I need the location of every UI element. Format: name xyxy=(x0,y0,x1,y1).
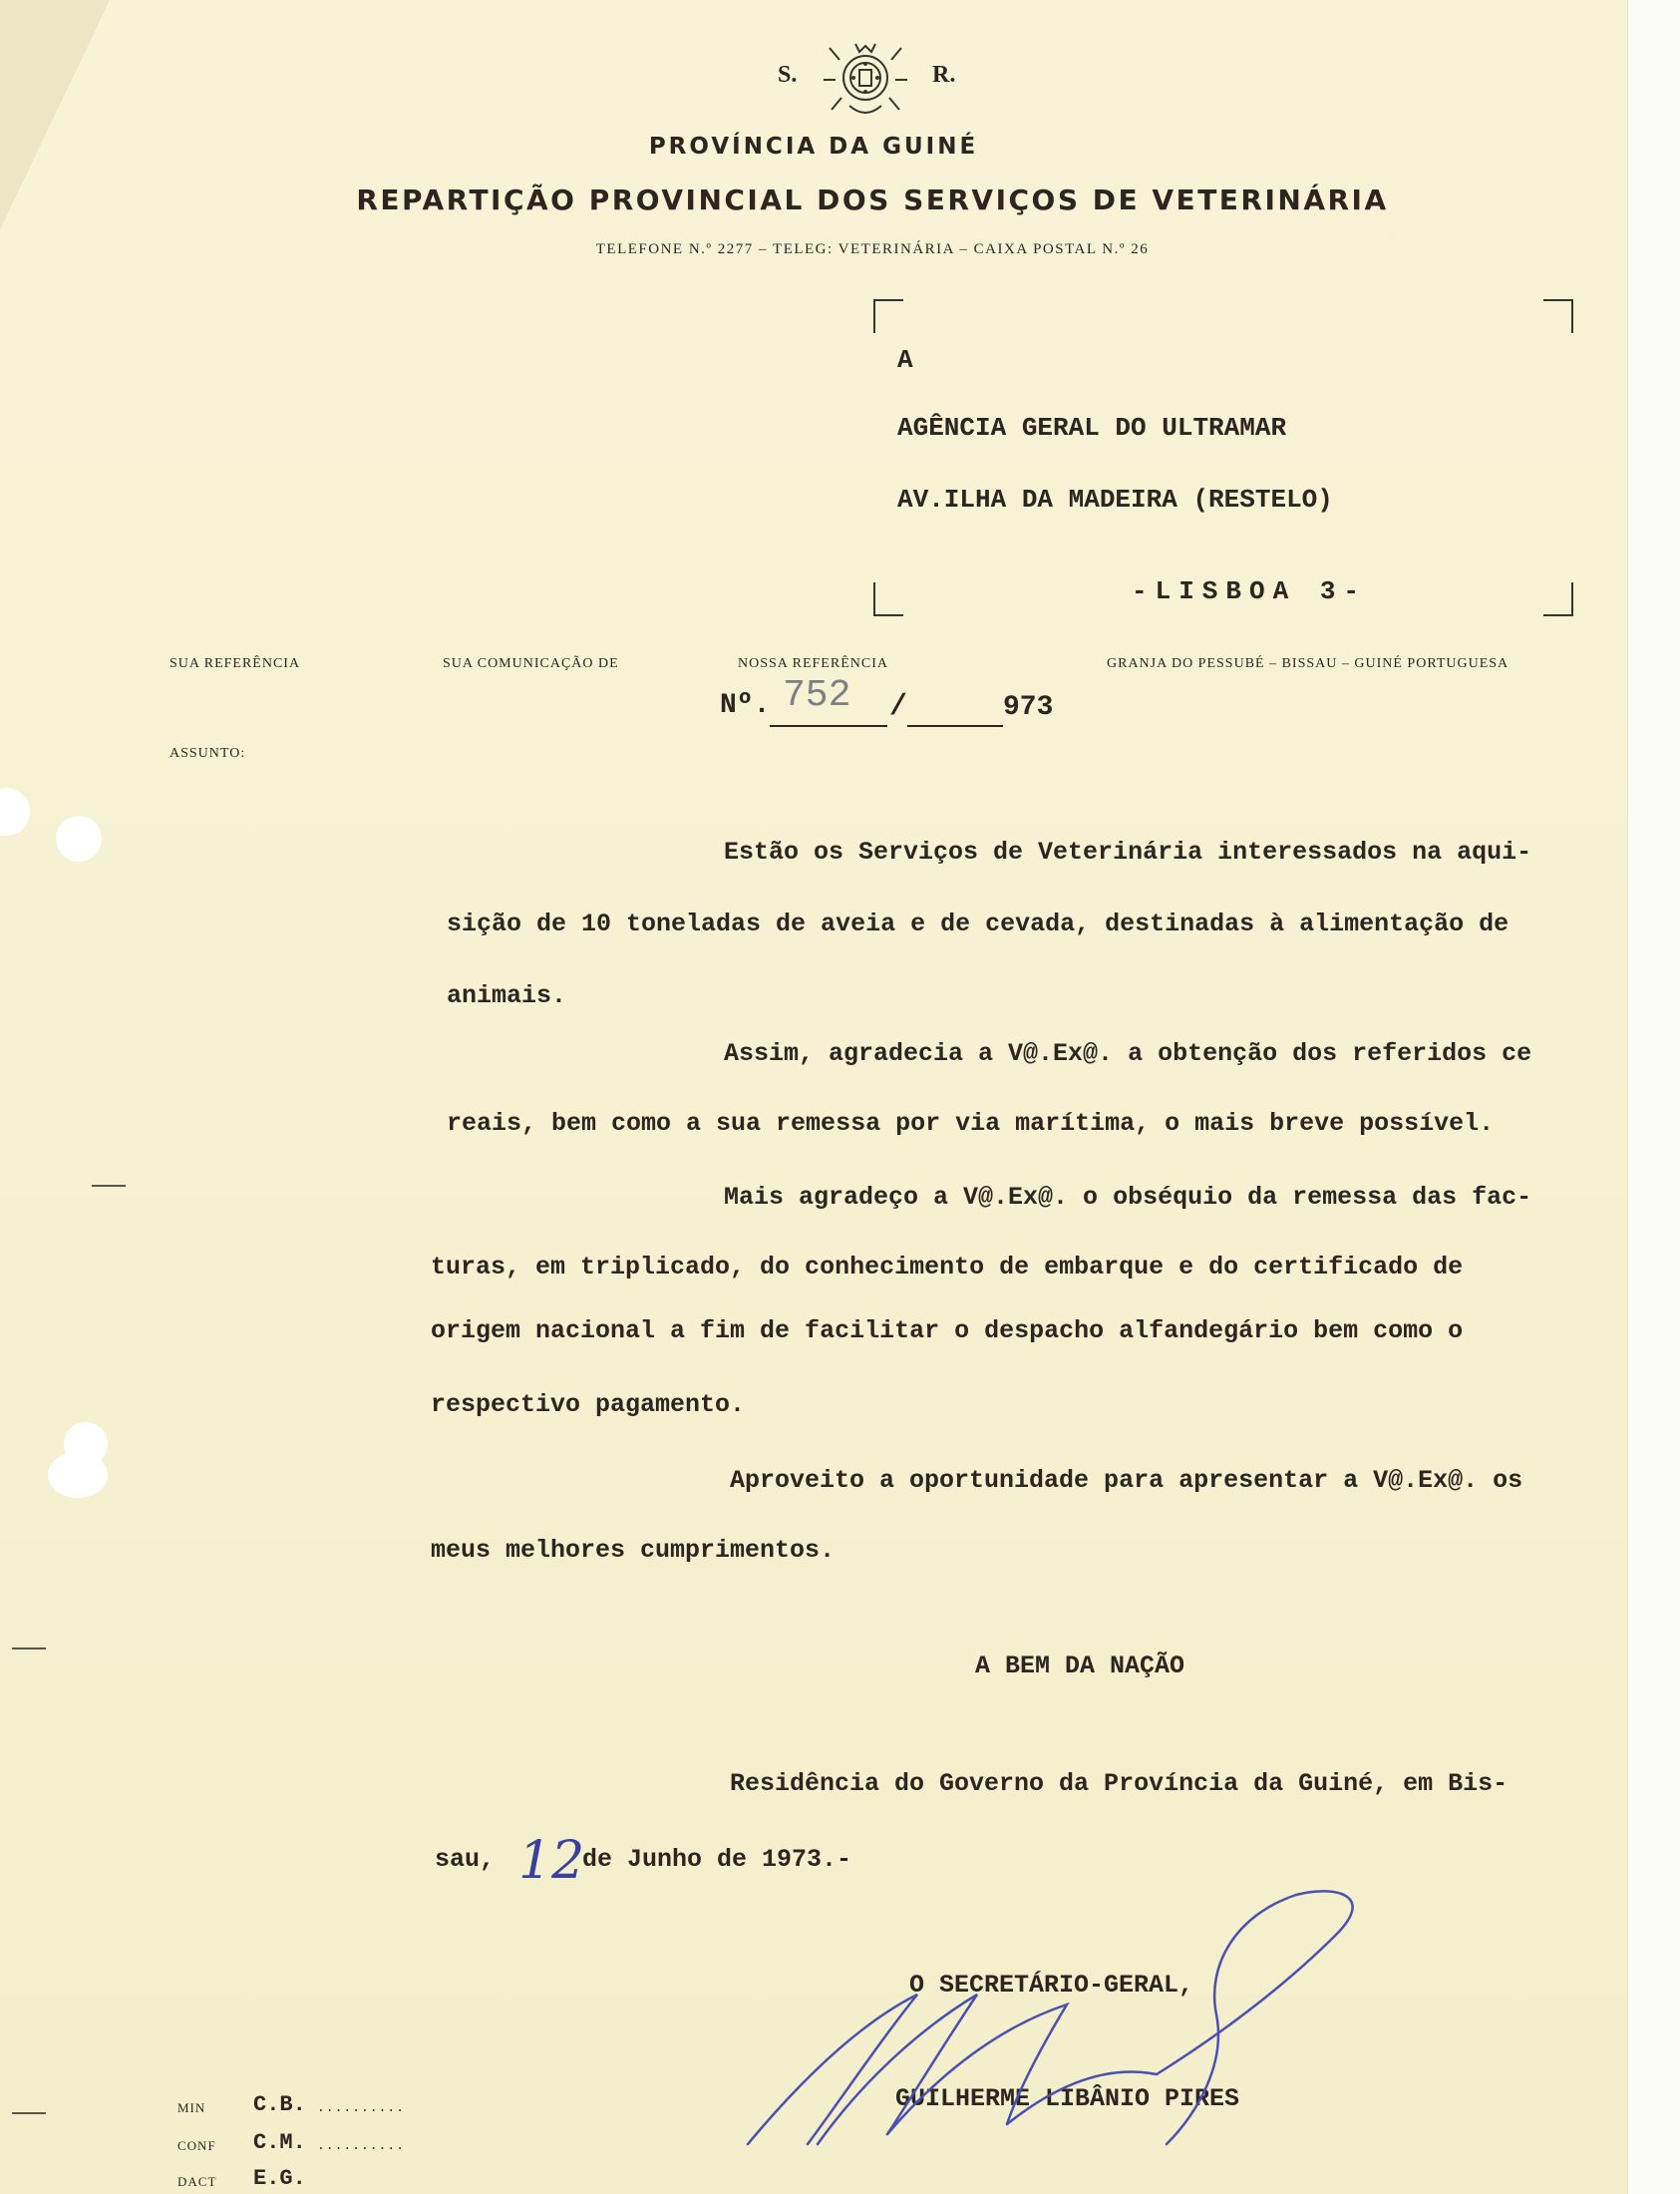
punch-hole xyxy=(48,1452,108,1498)
signatory-name: GUILHERME LIBÂNIO PIRES xyxy=(895,2084,1240,2113)
address-bracket-top-left xyxy=(873,299,903,333)
label-nossa-referencia: NOSSA REFERÊNCIA xyxy=(738,656,888,671)
signatory-title: O SECRETÁRIO-GERAL, xyxy=(909,1971,1194,2000)
body-line: sição de 10 toneladas de aveia e de cevada, destinadas à alimentação de xyxy=(447,910,1510,938)
body-line: reais, bem como a sua remessa por via marítima, o mais breve possível. xyxy=(447,1109,1495,1138)
punch-hole xyxy=(56,816,102,862)
label-location: GRANJA DO PESSUBÉ – BISSAU – GUINÉ PORTUGUESA xyxy=(1107,656,1510,671)
margin-mark xyxy=(92,1185,126,1187)
value-conf: C.M. xyxy=(253,2130,306,2155)
reference-underline-1 xyxy=(770,725,887,727)
coat-of-arms-icon xyxy=(820,40,911,122)
body-line: origem nacional a fim de facilitar o despacho alfandegário bem como o xyxy=(431,1316,1464,1345)
header-letter-r: R. xyxy=(932,62,956,88)
body-line: meus melhores cumprimentos. xyxy=(431,1536,836,1565)
reference-number-prefix: Nº. xyxy=(720,690,771,721)
body-line: Estão os Serviços de Veterinária interessados na aqui- xyxy=(724,838,1532,867)
residence-line: Residência do Governo da Província da Guiné, em Bis- xyxy=(730,1769,1509,1798)
address-bracket-top-right xyxy=(1543,299,1573,333)
address-bracket-bottom-left xyxy=(873,582,903,616)
label-conf: CONF xyxy=(177,2138,216,2153)
residence-prefix: sau, xyxy=(435,1845,496,1874)
margin-mark xyxy=(12,2112,46,2114)
header-letter-s: S. xyxy=(778,62,798,88)
dotted-leader: .......... xyxy=(317,2100,406,2115)
reference-number-stamp: 752 xyxy=(783,674,851,717)
province-title: PROVÍNCIA DA GUINÉ xyxy=(648,134,979,160)
body-line: Aproveito a oportunidade para apresentar a V@.Ex@. os xyxy=(730,1466,1523,1495)
label-min: MIN xyxy=(177,2100,206,2115)
body-line: respectivo pagamento. xyxy=(431,1390,746,1419)
reference-year: 973 xyxy=(1003,692,1054,723)
closing-motto: A BEM DA NAÇÃO xyxy=(975,1651,1185,1680)
label-sua-comunicacao: SUA COMUNICAÇÃO DE xyxy=(443,656,619,671)
body-line: turas, em triplicado, do conhecimento de embarque e do certificado de xyxy=(431,1253,1464,1281)
label-assunto: ASSUNTO: xyxy=(169,746,246,761)
residence-date: de Junho de 1973.- xyxy=(582,1845,852,1874)
body-line: animais. xyxy=(447,981,567,1010)
address-bracket-bottom-right xyxy=(1543,582,1573,616)
margin-mark xyxy=(12,1647,46,1649)
body-line: Mais agradeço a V@.Ex@. o obséquio da remessa das fac- xyxy=(724,1183,1532,1212)
body-line: Assim, agradecia a V@.Ex@. a obtenção dos referidos ce xyxy=(724,1039,1532,1068)
value-dact: E.G. xyxy=(253,2166,306,2191)
address-line-1: A xyxy=(897,345,913,375)
value-min: C.B. xyxy=(253,2092,306,2117)
handwritten-signature xyxy=(738,1875,1426,2164)
dotted-leader: .......... xyxy=(317,2138,406,2153)
handwritten-day: 12 xyxy=(518,1831,585,1891)
address-line-2: AGÊNCIA GERAL DO ULTRAMAR xyxy=(897,413,1287,443)
contact-line: TELEFONE N.º 2277 – TELEG: VETERINÁRIA – CAIXA POSTAL N.º 26 xyxy=(595,241,1150,257)
reference-slash: / xyxy=(889,690,908,724)
address-line-4: -LISBOA 3- xyxy=(1132,576,1368,606)
address-line-3: AV.ILHA DA MADEIRA (RESTELO) xyxy=(897,485,1333,515)
reference-underline-2 xyxy=(907,725,1003,727)
scan-margin xyxy=(1627,0,1680,2194)
department-title: REPARTIÇÃO PROVINCIAL DOS SERVIÇOS DE VETERINÁRIA xyxy=(356,183,1389,216)
label-sua-referencia: SUA REFERÊNCIA xyxy=(169,656,301,671)
label-dact: DACT xyxy=(177,2174,217,2189)
